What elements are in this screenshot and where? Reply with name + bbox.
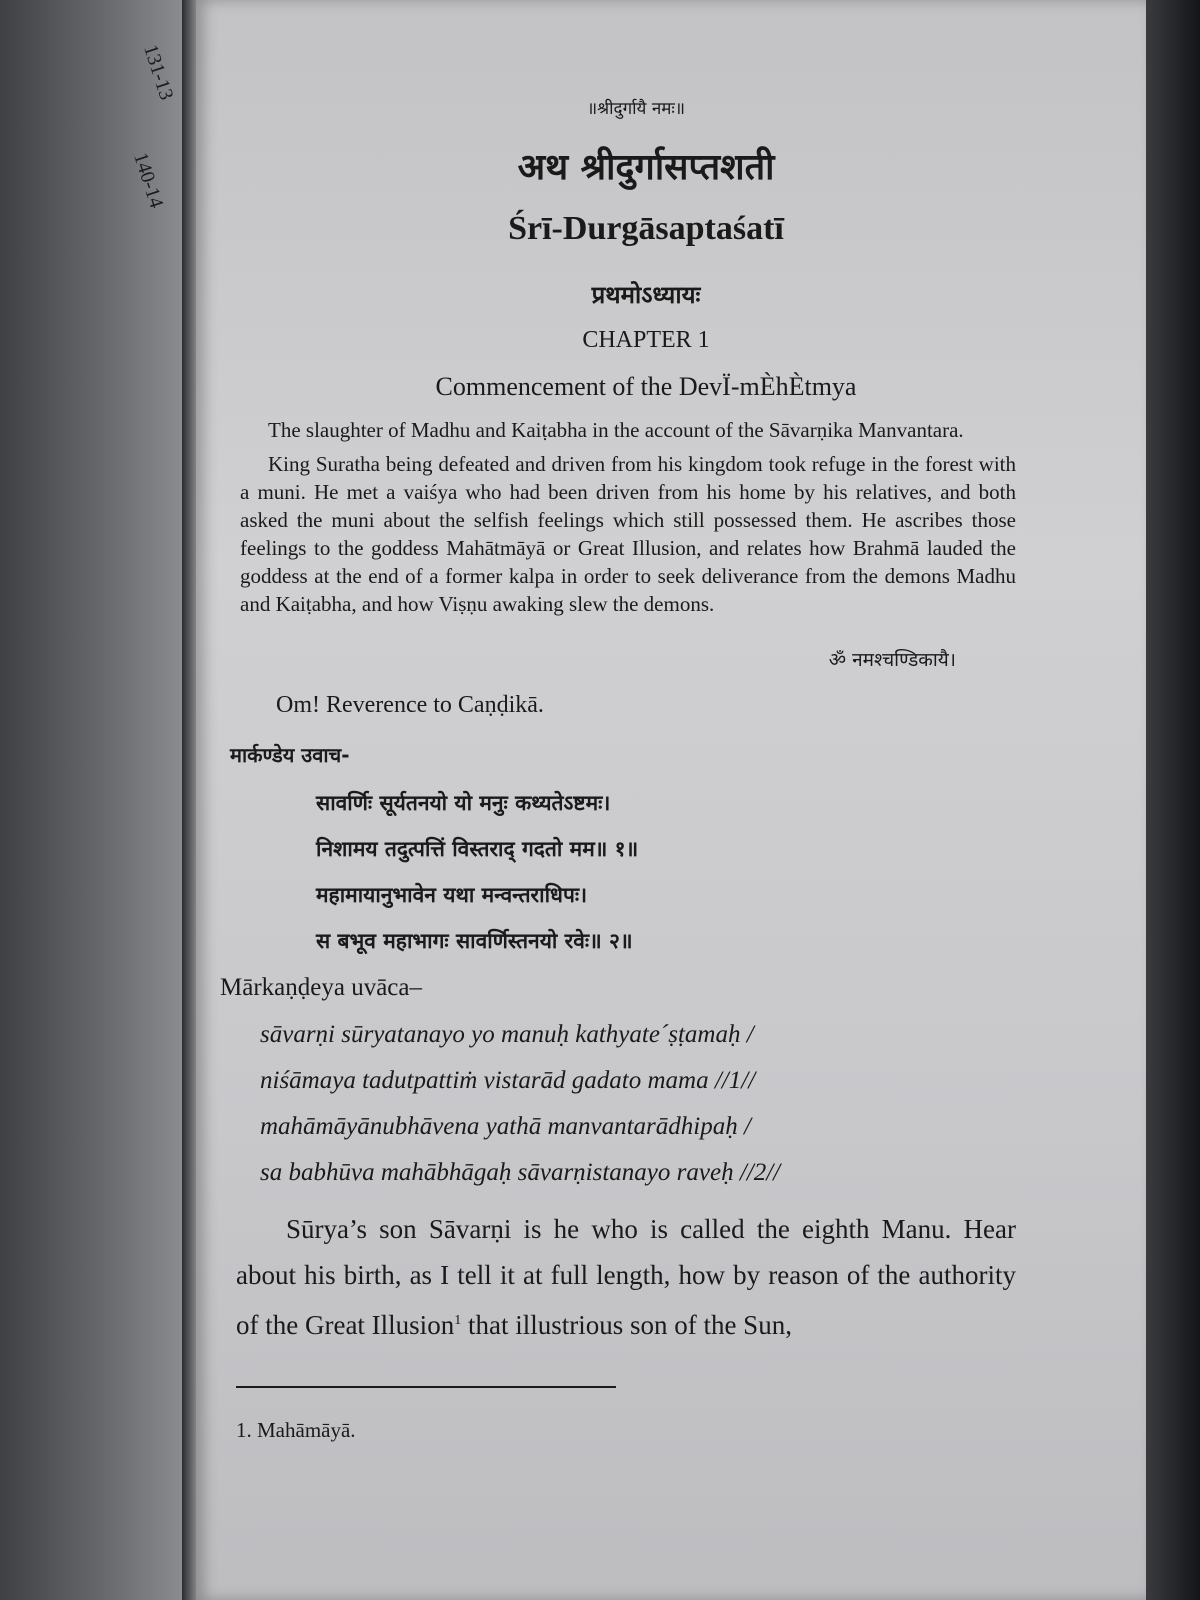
verse-line: निशामय तदुत्पत्तिं विस्तराद् गदतो मम॥ १॥: [316, 837, 639, 861]
title-devanagari: अथ श्रीदुर्गासप्तशती: [517, 147, 775, 188]
invocation-english: Om! Reverence to Caṇḍikā.: [276, 692, 544, 718]
footnote-reference: 1: [454, 1313, 462, 1328]
verse-line: sa babhūva mahābhāgaḥ sāvarṇistanayo raveḥ //2//: [260, 1159, 781, 1186]
verse-block-roman: [260, 1012, 1016, 1196]
verse-line: स बभूव महाभागः सावर्णिस्तनयो रवेः॥ २॥: [316, 929, 633, 953]
chapter-subtitle: Commencement of the DevÏ-mÈhÈtmya: [435, 372, 857, 401]
speaker-devanagari: मार्कण्डेय उवाच-: [230, 743, 350, 767]
page-content: [220, 96, 1016, 1464]
invocation: ॥श्रीदुर्गायै नमः॥: [586, 99, 686, 119]
verse-line: niśāmaya tadutpattiṁ vistarād gadato mama //1//: [260, 1067, 756, 1094]
invocation-devanagari: ॐ नमश्चण्डिकायै।: [828, 649, 956, 671]
title-roman: Śrī-Durgāsaptaśatī: [508, 210, 784, 247]
verse-line: सावर्णिः सूर्यतनयो यो मनुः कथ्यतेऽष्टमः।: [316, 791, 611, 815]
margin-note: 140-14: [129, 150, 168, 211]
background-edge: [1146, 0, 1200, 1600]
summary-paragraph: King Suratha being defeated and driven from his kingdom took refuge in the forest with a muni. He met a vaiśya who had been driven from his home by his relatives, and both asked the muni about the selfish feelings which still possessed them. He ascribes those feelings to the goddess Mahātmāyā or Great Illusion, and relates how Brahmā lauded the goddess at the end of a former kalpa in order to seek deliverance from the demons Madhu and Kaiṭabha, and how Viṣṇu awaking slew the demons.: [240, 452, 1016, 616]
previous-page-edge: [0, 0, 190, 1600]
speaker-roman: Mārkaṇḍeya uvāca–: [220, 974, 422, 1001]
verse-line: sāvarṇi sūryatanayo yo manuḥ kathyate´ṣṭamaḥ /: [260, 1021, 754, 1048]
book-page: [196, 0, 1146, 1600]
footnote: 1. Mahāmāyā.: [236, 1418, 356, 1442]
verse-line: महामायानुभावेन यथा मन्वन्तराधिपः।: [316, 883, 588, 907]
footnote-divider: [236, 1386, 616, 1388]
translation-paragraph: [236, 1206, 1016, 1348]
chapter-title-devanagari: प्रथमोऽध्यायः: [591, 281, 701, 309]
chapter-number: CHAPTER 1: [582, 327, 710, 353]
summary-paragraph: The slaughter of Madhu and Kaiṭabha in the account of the Sāvarṇika Manvantara.: [268, 418, 964, 442]
translation-text: that illustrious son of the Sun,: [461, 1310, 792, 1340]
margin-note: 131-13: [139, 42, 178, 103]
verse-line: mahāmāyānubhāvena yathā manvantarādhipaḥ /: [260, 1113, 751, 1140]
verse-block-devanagari: [316, 780, 1016, 964]
translation-text: Sūrya’s son Sāvarṇi is he who is called the eighth Manu. Hear about his birth, as I tell it at full length, how by reason of the authority of the Great Illusion: [236, 1214, 1016, 1340]
